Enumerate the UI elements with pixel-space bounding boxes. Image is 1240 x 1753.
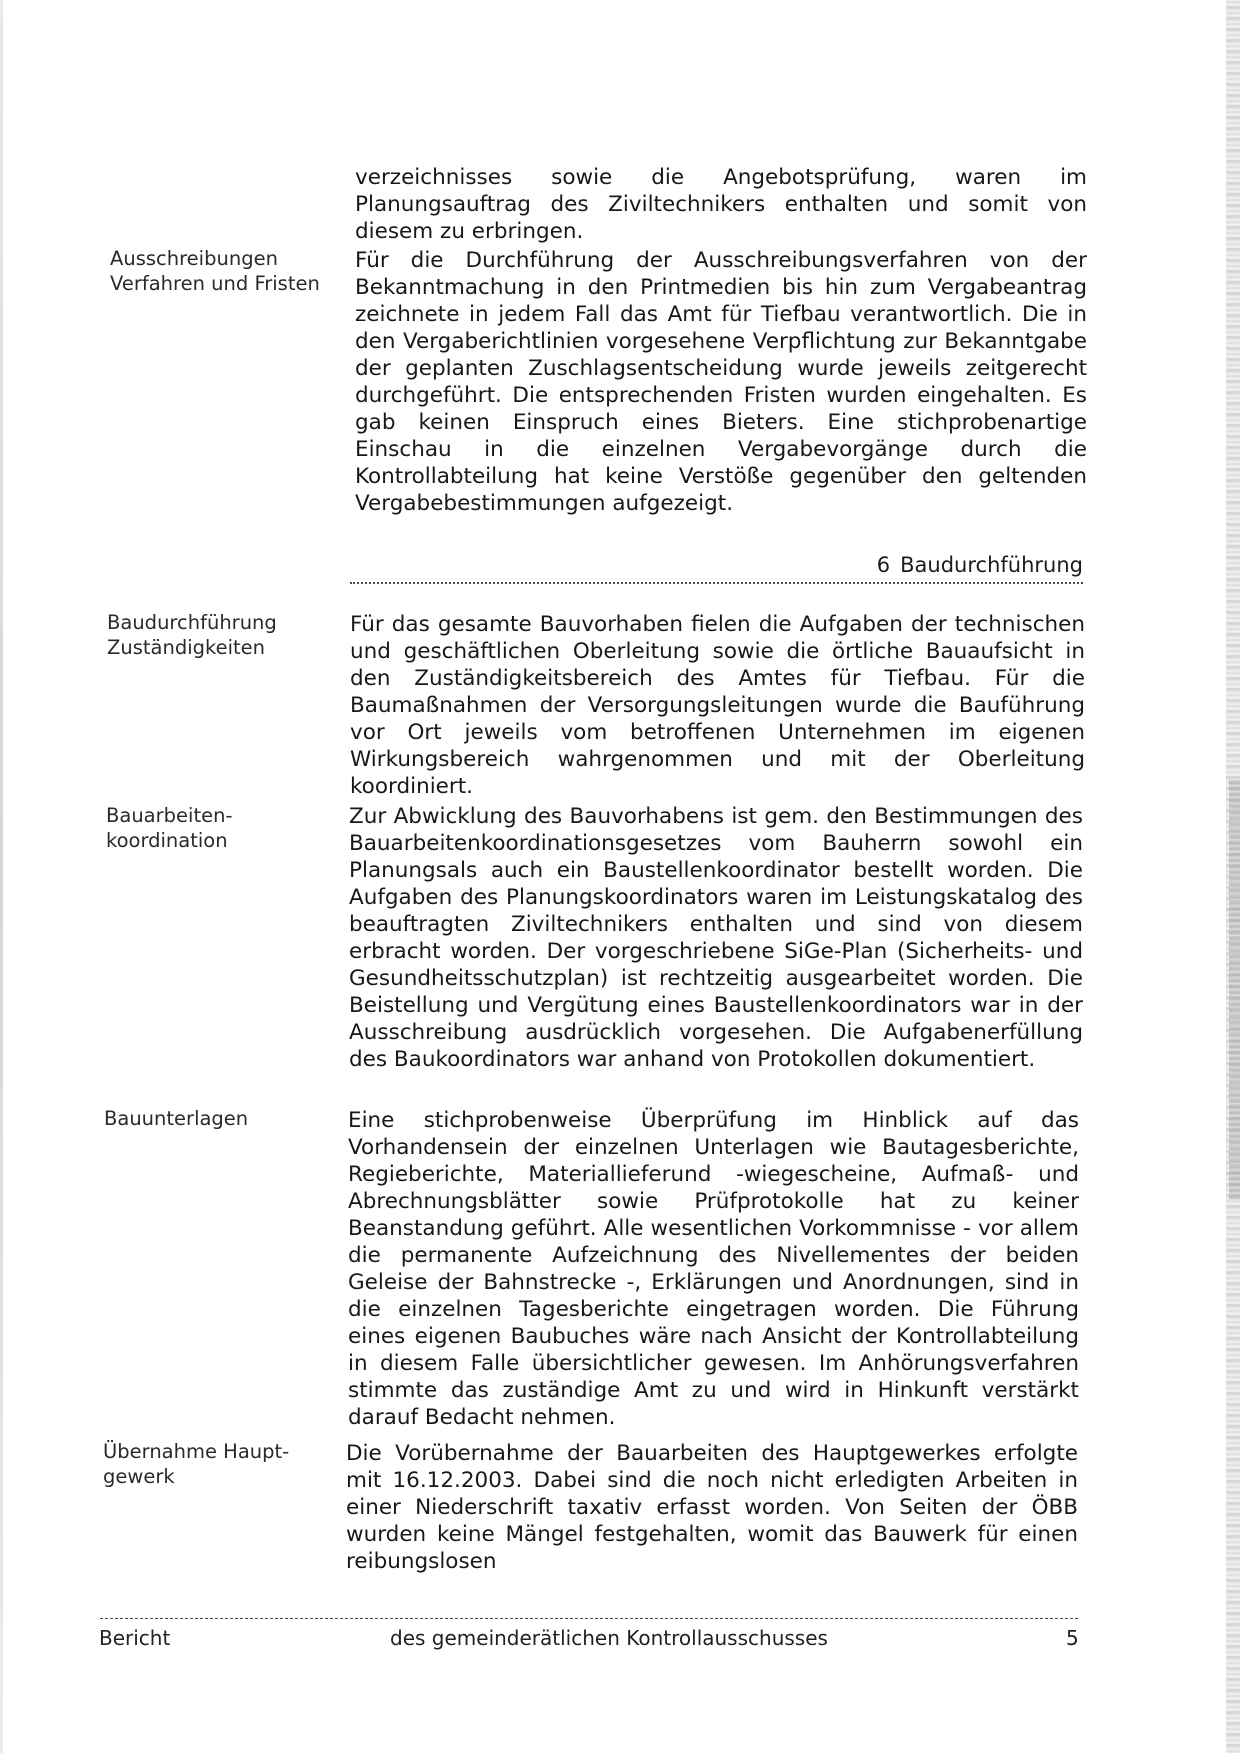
intro-paragraph: verzeichnisses sowie die Angebotsprüfung, waren im Planungsauftrag des Ziviltechnikers enthalten und somit von diesem zu erbringen. (355, 165, 1087, 244)
paragraph-baudurchfuehrung: Für das gesamte Bauvorhaben fielen die Aufgaben der technischen und geschäftlichen Oberleitung sowie die örtliche Bauaufsicht in den Zuständigkeitsbereich des Amtes für Tiefbau. Für die Baumaßnahmen der Versorgungsleitungen wurde die Bauführung vor Ort jeweils vom betroffenen Unternehmen im eigenen Wirkungsbereich wahrgenommen und mit der Oberleitung koordiniert. (350, 612, 1085, 799)
side-label-line1: Baudurchführung (107, 611, 277, 634)
side-label-bauunterlagen (104, 1106, 248, 1131)
side-label-line2: gewerk (103, 1465, 175, 1488)
side-label-line1: Bauarbeiten- (106, 804, 233, 827)
footer-center: des gemeinderätlichen Kontrollausschusses (390, 1626, 828, 1650)
paragraph-bauarbeitenkoordination: Zur Abwicklung des Bauvorhabens ist gem. den Bestimmungen des Bauarbeitenkoordinationsgesetzes vom Bauherrn sowohl ein Planungsals auch ein Baustellenkoordinator bestellt worden. Die Aufgaben des Planungskoordinators waren im Leistungskatalog des beauftragten Ziviltechnikers enthalten und sind von diesem erbracht worden. Der vorgeschriebene SiGe-Plan (Sicherheits- und Gesundheitsschutzplan) ist rechtzeitig ausgearbeitet worden. Die Beistellung und Vergütung eines Baustellenkoordinators war in der Ausschreibung ausdrücklich vorgesehen. Die Aufgabenerfüllung des Baukoordinators war anhand von Protokollen dokumentiert. (349, 804, 1083, 1072)
paragraph-uebernahme: Die Vorübernahme der Bauarbeiten des Hauptgewerkes erfolgte mit 16.12.2003. Dabei sind die noch nicht erledigten Arbeiten in einer Niederschrift taxativ erfasst worden. Von Seiten der ÖBB wurden keine Mängel festgehalten, womit das Bauwerk für einen reibungslosen (346, 1441, 1078, 1574)
chapter-heading (877, 553, 1083, 577)
side-label-line2: koordination (106, 829, 228, 852)
scan-edge-left (0, 0, 3, 1753)
side-label-ausschreibungen (110, 246, 320, 296)
chapter-number: 6 (876, 553, 891, 577)
side-label-uebernahme (103, 1439, 289, 1489)
footer-divider (100, 1618, 1078, 1619)
chapter-divider (350, 582, 1083, 584)
side-label-line1: Übernahme Haupt- (103, 1440, 290, 1463)
page-number: 5 (1066, 1626, 1079, 1650)
side-label-bauarbeitenkoordination (106, 803, 232, 853)
paragraph-bauunterlagen: Eine stichprobenweise Überprüfung im Hinblick auf das Vorhandensein der einzelnen Unterlagen wie Bautagesberichte, Regieberichte, Materiallieferund -wiegescheine, Aufmaß- und Abrechnungsblätter sowie Prüfprotokolle hat zu keiner Beanstandung geführt. Alle wesentlichen Vorkommnisse - vor allem die permanente Aufzeichnung des Nivellementes der beiden Geleise der Bahnstrecke -, Erklärungen und Anordnungen, sind in die einzelnen Tagesberichte eingetragen worden. Die Führung eines eigenen Baubuches wäre nach Ansicht der Kontrollabteilung in diesem Falle übersichtlicher gewesen. Im Anhörungsverfahren stimmte das zuständige Amt zu und wird in Hinkunft verstärkt darauf Bedacht nehmen. (348, 1108, 1079, 1430)
footer-left: Bericht (99, 1626, 171, 1650)
scan-edge-right (1226, 0, 1240, 1753)
paragraph-ausschreibungen: Für die Durchführung der Ausschreibungsverfahren von der Bekanntmachung in den Printmedien bis hin zum Vergabeantrag zeichnete in jedem Fall das Amt für Tiefbau verantwortlich. Die in den Vergaberichtlinien vorgesehene Verpflichtung zur Bekanntgabe der geplanten Zuschlagsentscheidung wurde jeweils zeitgerecht durchgeführt. Die entsprechenden Fristen wurden eingehalten. Es gab keinen Einspruch eines Bieters. Eine stichprobenartige Einschau in die einzelnen Vergabevorgänge durch die Kontrollabteilung hat keine Verstöße gegenüber den geltenden Vergabebestimmungen aufgezeigt. (355, 248, 1087, 516)
side-label-baudurchfuehrung (107, 610, 277, 660)
side-label-line1: Bauunterlagen (104, 1107, 249, 1130)
chapter-title: Baudurchführung (900, 553, 1083, 577)
side-label-line2: Verfahren und Fristen (110, 272, 320, 295)
side-label-line2: Zuständigkeiten (107, 636, 266, 659)
side-label-line1: Ausschreibungen (110, 247, 278, 270)
